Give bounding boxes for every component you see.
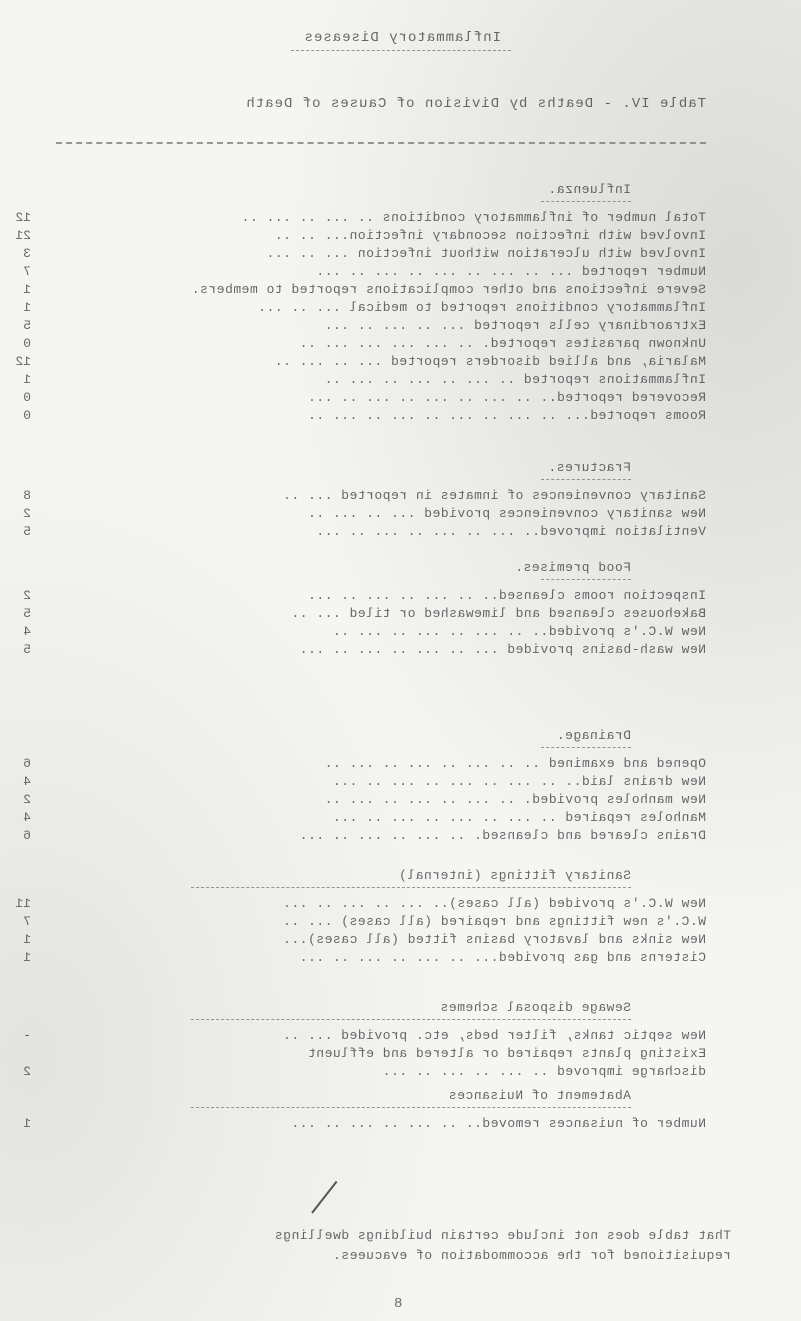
section-row-count: 1 xyxy=(23,932,31,947)
footer-line-2: requisitioned for the accommodation of evacuees. xyxy=(332,1248,731,1263)
section-title: Drainage. xyxy=(556,728,631,743)
section-title-underline xyxy=(541,479,631,480)
section-row-text: Recovered reported.. .. ... .. ... .. ... .. ... xyxy=(307,390,706,405)
section-row-text: New drains laid.. .. ... .. ... .. ... .. ... xyxy=(332,774,706,789)
section-row-text: New manholes provided. .. ... .. ... .. ... .. xyxy=(324,792,706,807)
section-title-underline xyxy=(191,1019,631,1020)
section-title-underline xyxy=(541,579,631,580)
section-row-count: 2 xyxy=(23,792,31,807)
section-row-count: 7 xyxy=(23,914,31,929)
section-row-text: Ventilation improved.. ... .. ... .. ... .. ... xyxy=(315,524,706,539)
section-row-text: New wash-basins provided ... .. ... .. ... .. ... xyxy=(299,642,706,657)
section-row-count: 1 xyxy=(23,282,31,297)
section-row-text: New septic tanks, filter beds, etc. provided ... .. xyxy=(282,1028,706,1043)
section-row-text: Inspection rooms cleansed.. .. ... .. ... .. ... xyxy=(307,588,706,603)
section-row-text: Inflammations reported .. ... .. ... .. ... .. xyxy=(324,372,706,387)
section-row-text: Bakehouses cleansed and limewashed or tiled ... .. xyxy=(290,606,706,621)
section-row-text: Inflammatory conditions reported to medical ... .. ... xyxy=(257,300,706,315)
section-row-text: Sanitary conveniences of inmates in reported ... .. xyxy=(282,488,706,503)
section-row-count: 0 xyxy=(23,336,31,351)
section-row-text: Existing plants repaired or altered and effluent xyxy=(307,1046,706,1061)
section-title-underline xyxy=(541,201,631,202)
section-row-text: New sanitary conveniences provided ... .. ... .. xyxy=(307,506,706,521)
header-line-2: Table IV. - Deaths by Division of Causes of Death xyxy=(245,96,706,112)
section-row-text: Malaria, and allied disorders reported ... .. ... .. xyxy=(274,354,706,369)
section-title-underline xyxy=(541,747,631,748)
section-title: Food premises. xyxy=(514,560,631,575)
section-row-count: 1 xyxy=(23,372,31,387)
section-row-count: 21 xyxy=(15,228,31,243)
section-row-count: 0 xyxy=(23,390,31,405)
section-row-count: 6 xyxy=(23,828,31,843)
section-row-text: New W.C.'s provided.. .. ... .. ... .. ... .. xyxy=(332,624,706,639)
section-row-count: 5 xyxy=(23,642,31,657)
section-row-count: 1 xyxy=(23,950,31,965)
section-row-text: New sinks and lavatory basins fitted (all cases)... xyxy=(282,932,706,947)
footer-line-1: That table does not include certain buildings dwellings xyxy=(274,1228,731,1243)
section-row-count: 5 xyxy=(23,606,31,621)
section-row-text: Total number of inflammatory conditions .. ... .. ... .. xyxy=(241,210,706,225)
section-row-text: Rooms reported... .. ... .. ... .. ... .. ... .. xyxy=(307,408,706,423)
section-title: Fractures. xyxy=(547,460,631,475)
section-row-text: Extraordinary cells reported ... .. ... .. ... xyxy=(324,318,706,333)
section-row-count: 8 xyxy=(23,488,31,503)
section-row-text: W.C.'s new fittings and repaired (all cases) ... .. xyxy=(282,914,706,929)
section-row-count: 0 xyxy=(23,408,31,423)
page-number: 8 xyxy=(394,1296,403,1312)
section-title: Sanitary fittings (internal) xyxy=(398,868,631,883)
section-row-count: 3 xyxy=(23,246,31,261)
section-row-count: 5 xyxy=(23,524,31,539)
section-title: Influenza. xyxy=(547,182,631,197)
section-row-count: 6 xyxy=(23,756,31,771)
section-row-text: Cisterns and gas provided... .. ... .. ... .. ... xyxy=(299,950,706,965)
section-title: Abatement of Nuisances xyxy=(448,1088,631,1103)
header-line-1: Inflammatory Diseases xyxy=(303,30,501,46)
section-row-text: Involved with ulceration without infection ... .. ... xyxy=(266,246,706,261)
section-row-count: 4 xyxy=(23,624,31,639)
section-row-count: 2 xyxy=(23,588,31,603)
section-row-text: Unknown parasites reported. .. ... ... ... ... .. xyxy=(299,336,706,351)
section-row-text: Number reported ... .. ... .. ... .. ... .. ... xyxy=(315,264,706,279)
section-row-count: 7 xyxy=(23,264,31,279)
section-row-count: 5 xyxy=(23,318,31,333)
section-row-count: 12 xyxy=(15,210,31,225)
section-row-count: 1 xyxy=(23,1116,31,1131)
section-row-count: 4 xyxy=(23,810,31,825)
section-row-text: Manholes repaired .. ... .. ... .. ... .. ... xyxy=(332,810,706,825)
header-rule-2 xyxy=(56,142,706,144)
section-row-text: Number of nuisances removed.. .. ... .. ... .. ... xyxy=(290,1116,706,1131)
section-row-count: 4 xyxy=(23,774,31,789)
section-row-count: 11 xyxy=(15,896,31,911)
header-rule-1 xyxy=(291,50,511,51)
section-row-count: 2 xyxy=(23,1064,31,1079)
section-row-count: 12 xyxy=(15,354,31,369)
section-row-text: Involved with infection secondary infection... .. .. xyxy=(274,228,706,243)
section-row-count: 2 xyxy=(23,506,31,521)
section-row-text: New W.C.'s provided (all cases).. ... .. ... .. ... xyxy=(282,896,706,911)
section-row-text: Opened and examined .. .. ... .. ... .. ... .. xyxy=(324,756,706,771)
section-row-text: discharge improved .. ... .. ... .. ... xyxy=(382,1064,706,1079)
section-row-count: - xyxy=(23,1028,31,1043)
section-row-text: Drains cleared and cleansed. .. ... .. ... .. ... xyxy=(299,828,706,843)
section-title-underline xyxy=(191,887,631,888)
section-row-count: 1 xyxy=(23,300,31,315)
section-title: Sewage disposal schemes xyxy=(440,1000,631,1015)
section-title-underline xyxy=(191,1107,631,1108)
section-row-text: Severe infections and other complications reported to members. xyxy=(191,282,706,297)
